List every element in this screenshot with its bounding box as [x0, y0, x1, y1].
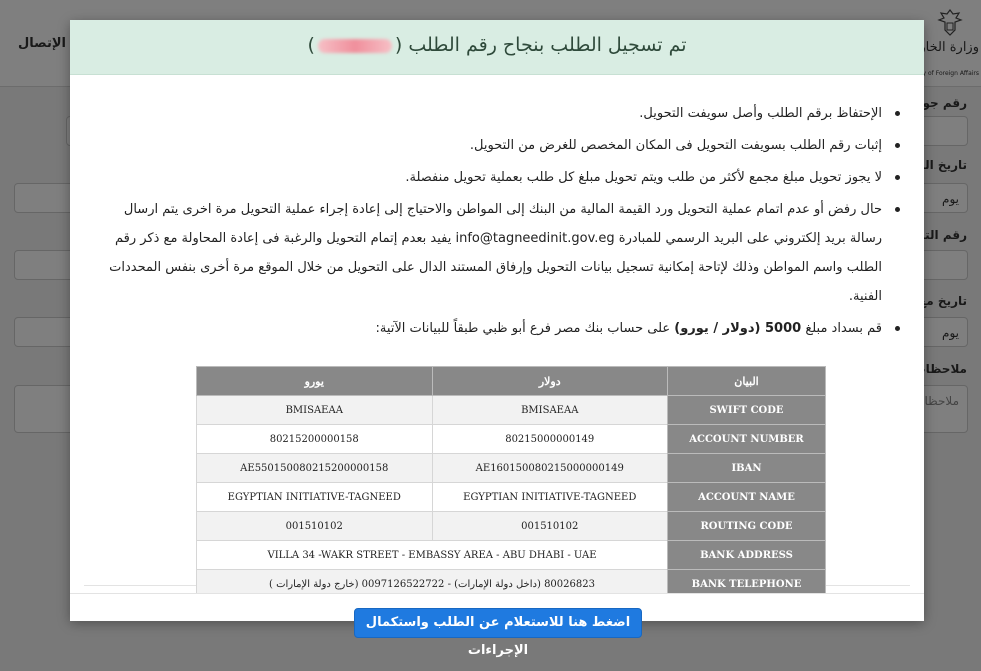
- usd-value: EGYPTIAN INITIATIVE-TAGNEED: [432, 483, 668, 512]
- modal-title-text: تم تسجيل الطلب بنجاح رقم الطلب (: [394, 34, 687, 56]
- eur-value: AE550150080215200000158: [197, 454, 433, 483]
- modal-title: [70, 34, 924, 56]
- row-label: ACCOUNT NUMBER: [668, 425, 826, 454]
- table-row: [197, 512, 826, 541]
- column-header-description: البيان: [668, 367, 826, 396]
- table-row: [197, 541, 826, 570]
- row-label: ROUTING CODE: [668, 512, 826, 541]
- instruction-item: لا يجوز تحويل مبلغ مجمع لأكثر من طلب ويتم تحويل مبلغ كل طلب بعملية تحويل منفصلة.: [94, 163, 882, 192]
- column-header-usd: دولار: [432, 367, 668, 396]
- table-row: [197, 483, 826, 512]
- modal-title-close-paren: ): [307, 34, 315, 56]
- modal-body: [70, 75, 924, 593]
- instruction-item: إثبات رقم الطلب بسويفت التحويل فى المكان المخصص للغرض من التحويل.: [94, 131, 882, 160]
- row-label: SWIFT CODE: [668, 396, 826, 425]
- redacted-request-number: [318, 39, 392, 53]
- table-row: [197, 396, 826, 425]
- payment-text-1: قم بسداد مبلغ: [801, 321, 882, 336]
- payment-instruction: [94, 314, 882, 343]
- payment-text-2: على حساب بنك مصر فرع أبو ظبي طبقاً للبيانات الآتية:: [375, 321, 675, 336]
- eur-value: 80215200000158: [197, 425, 433, 454]
- inquire-request-button[interactable]: اضغط هنا للاستعلام عن الطلب واستكمال الإجراءات: [354, 608, 642, 638]
- instruction-item: الإحتفاظ برقم الطلب وأصل سويفت التحويل.: [94, 99, 882, 128]
- success-modal: [70, 20, 924, 658]
- row-label: ACCOUNT NAME: [668, 483, 826, 512]
- usd-value: 80215000000149: [432, 425, 668, 454]
- row-label: BANK ADDRESS: [668, 541, 826, 570]
- instruction-item: حال رفض أو عدم اتمام عملية التحويل ورد القيمة المالية من البنك إلى المواطن والاحتياج إلى إعادة إجراء عملية التحويل مرة اخرى يتم ارسال رسالة بريد إلكتروني على البريد الرسمي للمبادرة info@tagneedinit.gov.eg يفيد بعدم إتمام التحويل والرغبة فى إعادة المحاولة مع ذكر رقم الطلب واسم المواطن وذلك لإتاحة إمكانية تسجيل بيانات التحويل وإرفاق المستند الدال على التحويل من خلال الموقع مرة أخرى بنفس المحددات الفنية.: [94, 195, 882, 311]
- usd-value: BMISAEAA: [432, 396, 668, 425]
- table-header-row: [197, 367, 826, 396]
- bank-telephone-value: 80026823 (داخل دولة الإمارات) - 0097126522722 (خارج دولة الإمارات ): [197, 570, 668, 599]
- modal-header: [70, 20, 924, 75]
- eur-value: 001510102: [197, 512, 433, 541]
- row-label: BANK TELEPHONE: [668, 570, 826, 599]
- payment-amount: 5000 (دولار / يورو): [674, 321, 802, 336]
- table-row: [197, 454, 826, 483]
- instructions-list: [70, 99, 924, 346]
- eur-value: EGYPTIAN INITIATIVE-TAGNEED: [197, 483, 433, 512]
- usd-value: AE160150080215000000149: [432, 454, 668, 483]
- eur-value: BMISAEAA: [197, 396, 433, 425]
- usd-value: 001510102: [432, 512, 668, 541]
- bank-details-table: [196, 366, 826, 599]
- row-label: IBAN: [668, 454, 826, 483]
- bank-address-value: VILLA 34 -WAKR STREET - EMBASSY AREA - ABU DHABI - UAE: [197, 541, 668, 570]
- table-row: [197, 425, 826, 454]
- column-header-eur: يورو: [197, 367, 433, 396]
